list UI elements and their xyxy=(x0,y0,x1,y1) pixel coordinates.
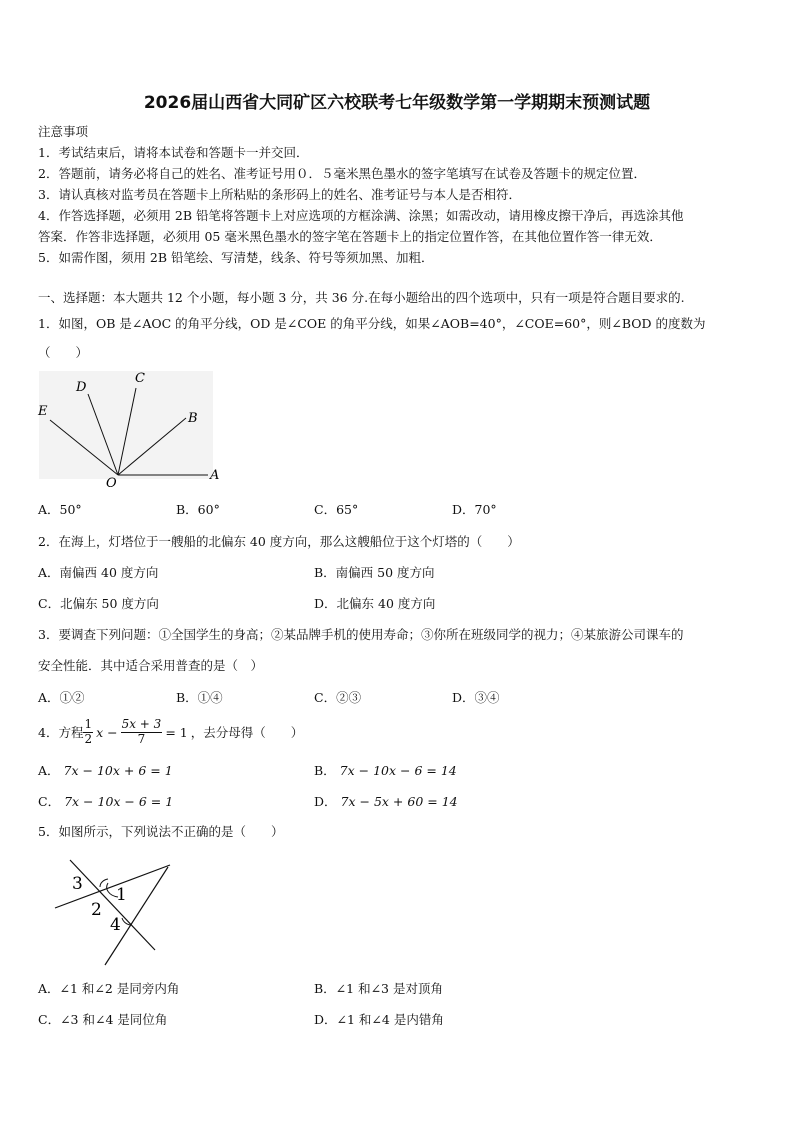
q4-option-d-expr: 7x − 5x + 60 = 14 xyxy=(340,794,458,809)
q4-option-a-label: A． xyxy=(38,763,60,778)
label-b: B xyxy=(188,411,198,426)
q2-stem: 2．在海上，灯塔位于一艘船的北偏东 40 度方向，那么这艘船位于这个灯塔的（ ） xyxy=(38,534,520,549)
q4-option-c-expr: 7x − 10x − 6 = 1 xyxy=(64,794,174,809)
q5-option-d: D．∠1 和∠4 是内错角 xyxy=(314,1012,444,1027)
q1-option-d: D．70° xyxy=(452,502,497,517)
q1-stem-paren: （ ） xyxy=(38,345,89,360)
label-c: C xyxy=(135,371,145,386)
q4-prefix: 4．方程 xyxy=(38,725,84,740)
notice-heading: 注意事项 xyxy=(38,124,89,139)
label-1: 1 xyxy=(116,885,127,905)
page-title: 2026届山西省大同矿区六校联考七年级数学第一学期期末预测试题 xyxy=(143,93,651,113)
q4-fraction-1 xyxy=(83,718,93,747)
label-e: E xyxy=(38,404,48,419)
q1-option-b: B．60° xyxy=(176,502,220,517)
q5-lines-figure xyxy=(50,845,180,970)
q4-option-b-expr: 7x − 10x − 6 = 14 xyxy=(339,763,457,778)
label-2: 2 xyxy=(91,900,102,920)
q1-stem: 1．如图，OB 是∠AOC 的角平分线，OD 是∠COE 的角平分线，如果∠AOB=40°，∠COE=60°，则∠BOD 的度数为 xyxy=(38,316,706,331)
q4-term-x: x − xyxy=(96,724,118,740)
q4-fraction-1-num: 1 xyxy=(84,716,93,731)
q4-equals: = 1 xyxy=(165,724,188,740)
q5-stem: 5．如图所示，下列说法不正确的是（ ） xyxy=(38,824,284,839)
label-a: A xyxy=(210,468,220,483)
q3-option-b: B．①④ xyxy=(176,690,223,705)
q1-option-a: A．50° xyxy=(38,502,82,517)
notice-item-3: 3．请认真核对监考员在答题卡上所粘贴的条形码上的姓名、准考证号与本人是否相符． xyxy=(38,187,521,202)
q4-fraction-2-den: 7 xyxy=(137,731,146,746)
q4-option-a-expr: 7x − 10x + 6 = 1 xyxy=(63,763,173,778)
figure-background xyxy=(39,371,213,479)
section-heading: 一、选择题：本大题共 12 个小题，每小题 3 分，共 36 分.在每小题给出的四个选项中，只有一项是符合题目要求的. xyxy=(38,290,685,305)
q2-option-a: A．南偏西 40 度方向 xyxy=(38,565,159,580)
q5-option-a: A．∠1 和∠2 是同旁内角 xyxy=(38,981,180,996)
q4-fraction-2 xyxy=(121,718,163,747)
q3-option-c: C．②③ xyxy=(314,690,362,705)
q3-option-d: D．③④ xyxy=(452,690,500,705)
q2-option-b: B．南偏西 50 度方向 xyxy=(314,565,435,580)
q3-stem-cont: 安全性能．其中适合采用普查的是（ ） xyxy=(38,658,264,673)
q1-option-c: C．65° xyxy=(314,502,359,517)
label-4: 4 xyxy=(110,915,121,935)
q5-option-b: B．∠1 和∠3 是对顶角 xyxy=(314,981,443,996)
q3-option-a: A．①② xyxy=(38,690,85,705)
label-o: O xyxy=(106,476,117,490)
q4-option-c-label: C． xyxy=(38,794,61,809)
q4-option-a xyxy=(38,761,173,779)
q4-option-b-label: B． xyxy=(314,763,336,778)
notice-item-2: 2．答题前，请务必将自己的姓名、准考证号用０．５毫米黑色墨水的签字笔填写在试卷及答题卡的规定位置． xyxy=(38,166,646,181)
notice-item-4-cont: 答案．作答非选择题，必须用 05 毫米黑色墨水的签字笔在答题卡上的指定位置作答，在其他位置作答一律无效． xyxy=(38,229,662,244)
q4-option-c xyxy=(38,792,173,810)
q4-option-d-label: D． xyxy=(314,794,337,809)
q4-option-d xyxy=(314,792,458,810)
q4-option-b xyxy=(314,761,457,779)
q1-angle-figure xyxy=(36,368,226,490)
notice-item-1: 1．考试结束后，请将本试卷和答题卡一并交回． xyxy=(38,145,309,160)
q4-fraction-1-den: 2 xyxy=(84,731,93,746)
q5-option-c: C．∠3 和∠4 是同位角 xyxy=(38,1012,168,1027)
q4-fraction-2-num: 5x + 3 xyxy=(121,716,162,731)
label-d: D xyxy=(76,380,87,395)
q4-suffix: ，去分母得（ ） xyxy=(190,725,304,740)
label-3: 3 xyxy=(72,874,83,894)
q2-option-c: C．北偏东 50 度方向 xyxy=(38,596,159,611)
q3-stem: 3．要调查下列问题：①全国学生的身高；②某品牌手机的使用寿命；③你所在班级同学的视力；④某旅游公司课车的 xyxy=(38,627,684,642)
notice-item-4: 4．作答选择题，必须用 2B 铅笔将答题卡上对应选项的方框涂满、涂黑；如需改动，请用橡皮擦干净后，再选涂其他 xyxy=(38,208,684,223)
notice-item-5: 5．如需作图，须用 2B 铅笔绘、写清楚，线条、符号等须加黑、加粗． xyxy=(38,250,434,265)
q2-option-d: D．北偏东 40 度方向 xyxy=(314,596,436,611)
q4-stem xyxy=(38,712,303,752)
